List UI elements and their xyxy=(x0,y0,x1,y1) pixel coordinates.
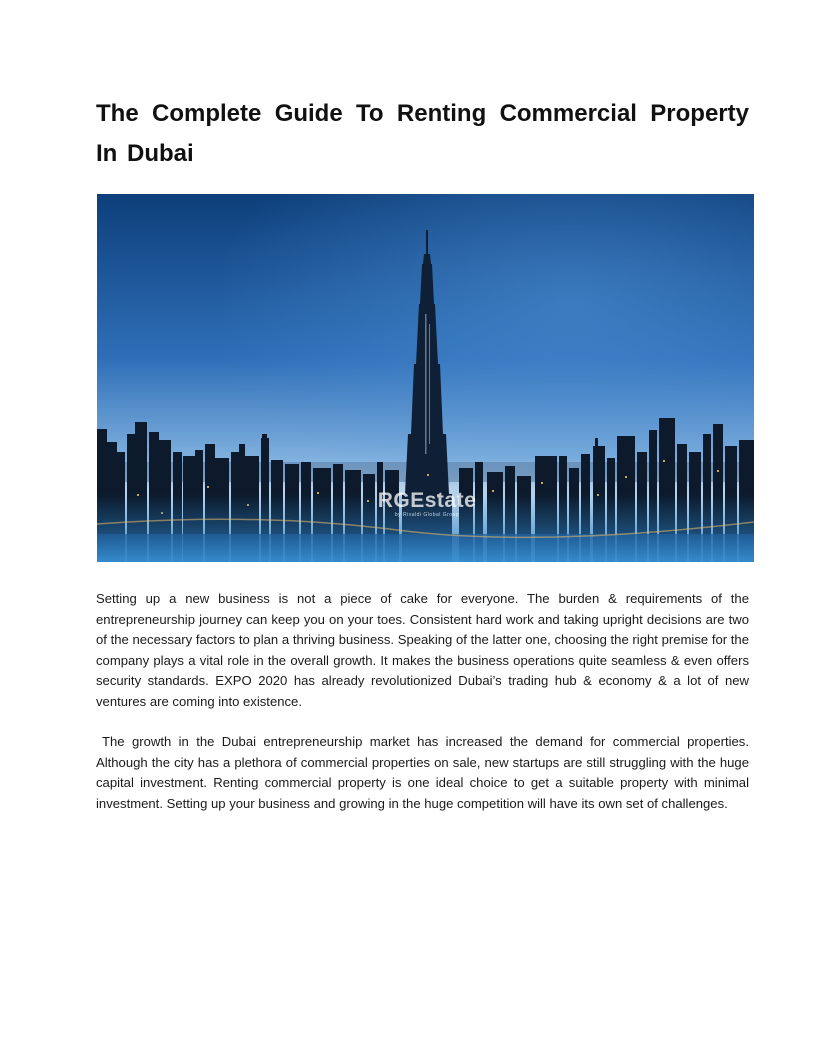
hero-image xyxy=(97,194,754,562)
watermark-subtext: by Rivaldi Global Group xyxy=(394,512,460,518)
article-paragraph: Setting up a new business is not a piece of cake for everyone. The burden & requirements of the entrepreneurship journey can keep you on your toes. Consistent hard work and taking upright decisions are two of the necessary factors to plan a thriving business. Speaking of the latter one, choosing the right premise for the company plays a vital role in the overall growth. It makes the business operations quite seamless & even offers security standards. EXPO 2020 has already revolutionized Dubai’s trading hub & economy & a lot of new ventures are coming into existence. xyxy=(96,591,749,709)
watermark-text: RGEstate xyxy=(377,489,477,512)
article-title: The Complete Guide To Renting Commercial Property In Dubai xyxy=(96,100,749,167)
article-paragraph: The growth in the Dubai entrepreneurship market has increased the demand for commercial properties. Although the city has a plethora of commercial properties on sale, new startups are still struggling with the huge capital investment. Renting commercial property is one ideal choice to get a suitable property with minimal investment. Setting up your business and growing in the huge competition will have its own set of challenges. xyxy=(96,734,749,811)
watermark-logo xyxy=(367,490,487,518)
